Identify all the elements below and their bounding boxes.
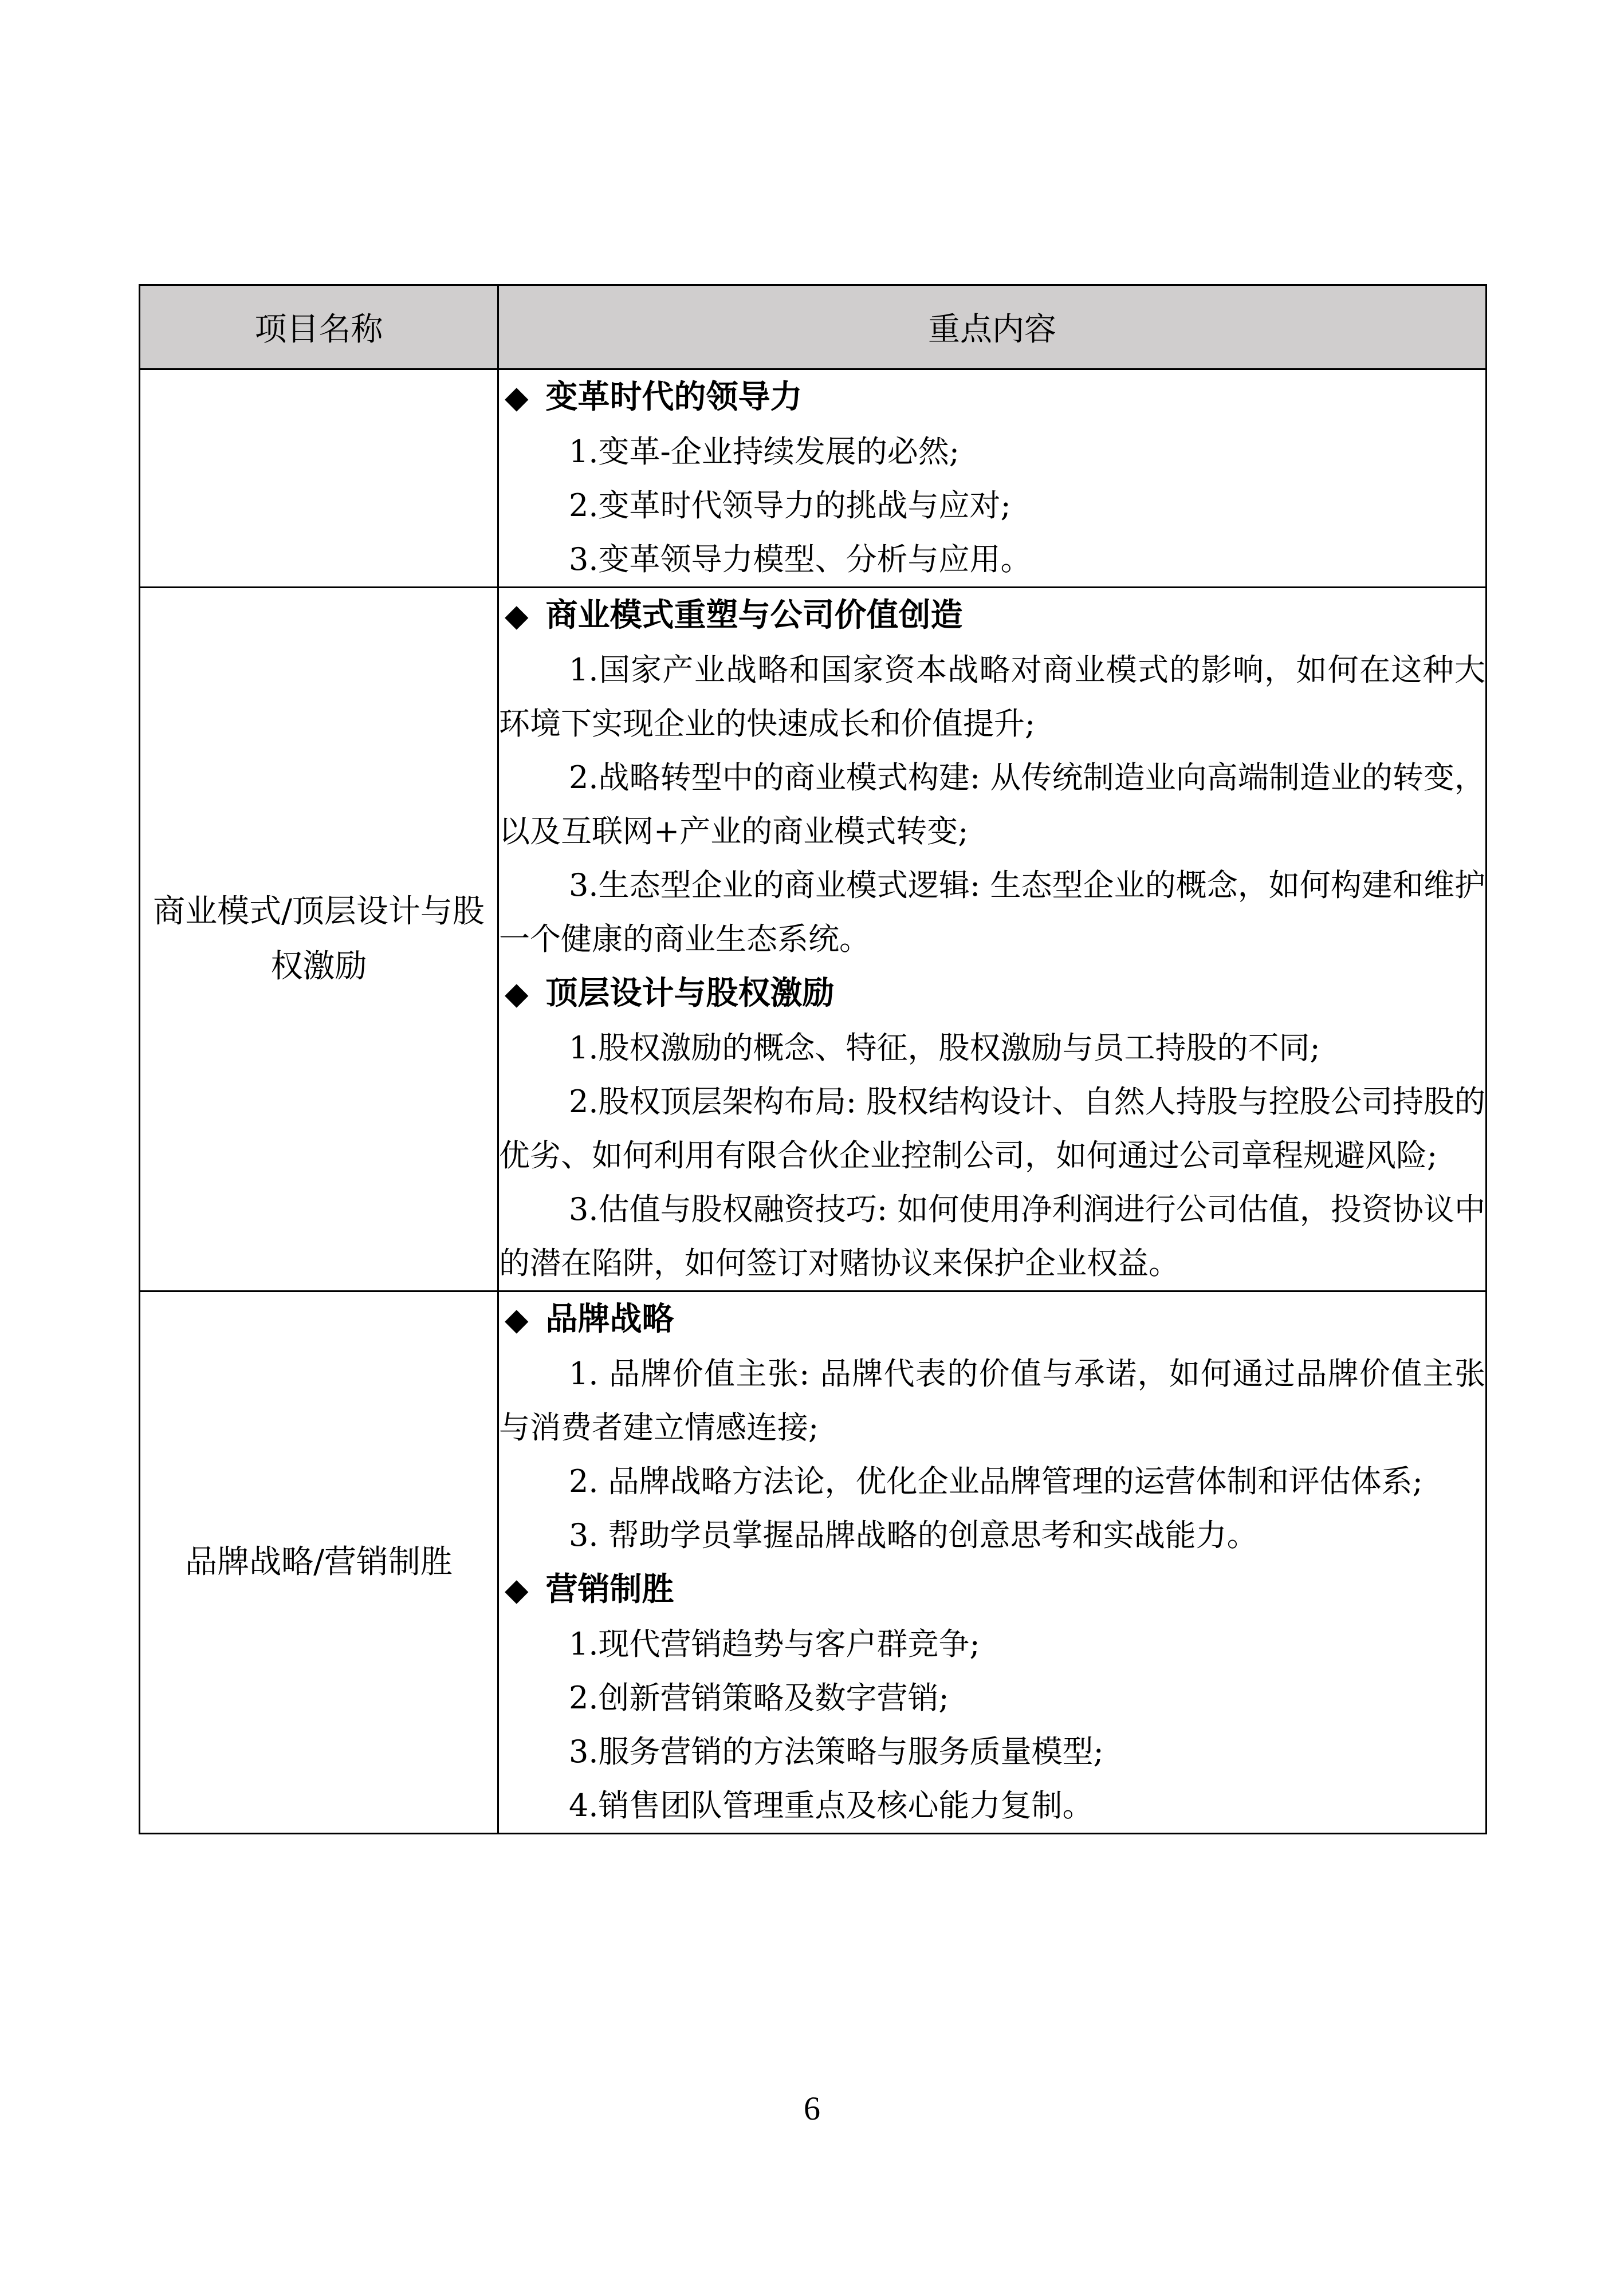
content-item: 3.估值与股权融资技巧: 如何使用净利润进行公司估值，投资协议中的潜在陷阱，如何签订对赌协议来保护企业权益。 <box>499 1191 1485 1281</box>
content-item: 2.变革时代领导力的挑战与应对; <box>569 487 1011 523</box>
diamond-icon: ◆ <box>505 975 529 1011</box>
content-item: 3.生态型企业的商业模式逻辑: 生态型企业的概念，如何构建和维护一个健康的商业生态系统。 <box>499 867 1485 957</box>
diamond-icon: ◆ <box>505 597 529 633</box>
diamond-icon: ◆ <box>505 1572 529 1608</box>
content-item: 1.股权激励的概念、特征，股权激励与员工持股的不同; <box>569 1030 1320 1066</box>
section-heading <box>499 1562 1485 1617</box>
content-item: 1. 品牌价值主张: 品牌代表的价值与承诺，如何通过品牌价值主张与消费者建立情感连接; <box>499 1356 1485 1446</box>
content-item: 1.现代营销趋势与客户群竞争; <box>569 1626 980 1662</box>
section-heading <box>499 370 1485 425</box>
content-item: 3. 帮助学员掌握品牌战略的创意思考和实战能力。 <box>569 1517 1258 1553</box>
section-heading-text: 品牌战略 <box>545 1301 674 1338</box>
diamond-icon: ◆ <box>505 379 529 415</box>
section-heading <box>499 1292 1485 1347</box>
content-item: 3.服务营销的方法策略与服务质量模型; <box>569 1734 1104 1770</box>
content-item: 1.变革-企业持续发展的必然; <box>569 434 960 470</box>
key-content-cell <box>498 369 1487 588</box>
diamond-icon: ◆ <box>505 1301 529 1337</box>
header-project-name: 项目名称 <box>140 285 498 369</box>
table-row <box>140 369 1487 588</box>
section-heading <box>499 588 1485 643</box>
table-header-row <box>140 285 1487 369</box>
section-heading-text: 商业模式重塑与公司价值创造 <box>545 597 963 634</box>
content-item: 2. 品牌战略方法论，优化企业品牌管理的运营体制和评估体系; <box>569 1463 1423 1499</box>
content-item: 4.销售团队管理重点及核心能力复制。 <box>569 1787 1094 1824</box>
section-heading <box>499 966 1485 1021</box>
project-name-cell: 品牌战略/营销制胜 <box>140 1291 498 1834</box>
key-content-cell <box>498 588 1487 1291</box>
course-table <box>139 284 1487 1834</box>
table-row <box>140 1291 1487 1834</box>
project-name-cell <box>140 369 498 588</box>
section-heading-text: 顶层设计与股权激励 <box>545 975 835 1012</box>
content-item: 2.股权顶层架构布局: 股权结构设计、自然人持股与控股公司持股的优劣、如何利用有限合伙企业控制公司，如何通过公司章程规避风险; <box>499 1084 1485 1173</box>
content-item: 2.创新营销策略及数字营销; <box>569 1680 949 1716</box>
project-name-cell: 商业模式/顶层设计与股权激励 <box>140 588 498 1291</box>
page-number: 6 <box>804 2090 820 2127</box>
content-item: 2.战略转型中的商业模式构建: 从传统制造业向高端制造业的转变，以及互联网+产业的商业模式转变; <box>499 759 1485 849</box>
section-heading-text: 变革时代的领导力 <box>545 379 803 416</box>
content-item: 1.国家产业战略和国家资本战略对商业模式的影响，如何在这种大环境下实现企业的快速成长和价值提升; <box>499 652 1485 742</box>
header-key-content: 重点内容 <box>498 285 1487 369</box>
table-row <box>140 588 1487 1291</box>
key-content-cell <box>498 1291 1487 1834</box>
content-item: 3.变革领导力模型、分析与应用。 <box>569 541 1032 577</box>
section-heading-text: 营销制胜 <box>545 1571 674 1608</box>
